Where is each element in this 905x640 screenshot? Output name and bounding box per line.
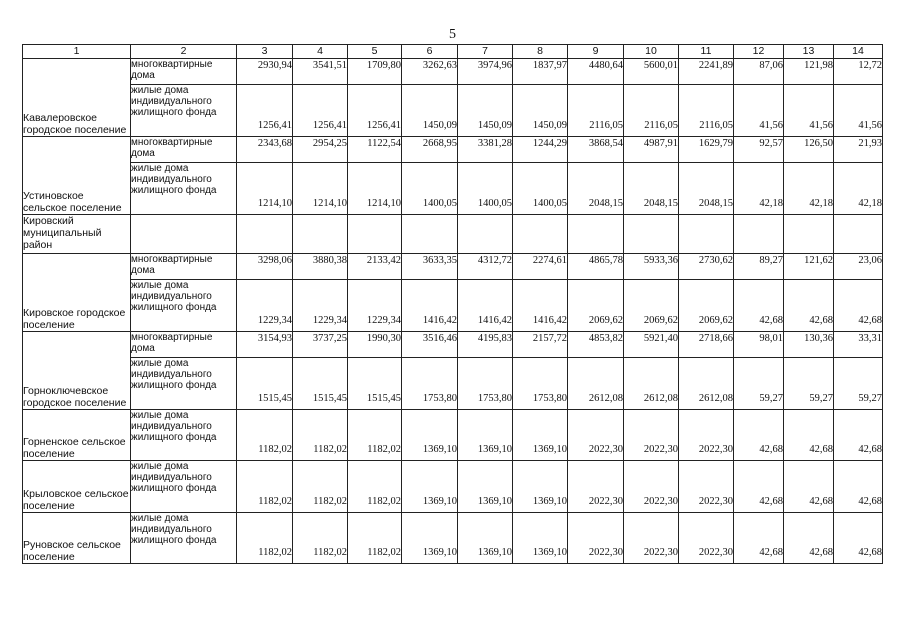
- table-body: [23, 59, 883, 564]
- value-cell: 1450,09: [458, 85, 513, 137]
- column-header: 14: [834, 45, 883, 59]
- table-row: [23, 137, 883, 163]
- housing-type: жилые дома индивидуального жилищного фонда: [131, 410, 237, 461]
- value-cell: 126,50: [784, 137, 834, 163]
- value-cell: 2022,30: [679, 461, 734, 513]
- value-cell: 2022,30: [679, 513, 734, 564]
- table-row: [23, 461, 883, 513]
- column-header: 8: [513, 45, 568, 59]
- value-cell: 1369,10: [513, 461, 568, 513]
- value-cell: 41,56: [784, 85, 834, 137]
- column-header: 11: [679, 45, 734, 59]
- value-cell: 42,68: [734, 461, 784, 513]
- value-cell: 2730,62: [679, 254, 734, 280]
- housing-type: жилые дома индивидуального жилищного фонда: [131, 513, 237, 564]
- value-cell: 1450,09: [513, 85, 568, 137]
- value-cell: 1369,10: [458, 461, 513, 513]
- value-cell: 2022,30: [568, 461, 624, 513]
- value-cell: 2069,62: [568, 280, 624, 332]
- value-cell: 3516,46: [402, 332, 458, 358]
- value-cell: [348, 215, 402, 254]
- housing-type: [131, 215, 237, 254]
- value-cell: 1753,80: [402, 358, 458, 410]
- value-cell: 2612,08: [679, 358, 734, 410]
- settlement-name: Крыловское сельское поселение: [23, 461, 131, 513]
- value-cell: 4312,72: [458, 254, 513, 280]
- value-cell: 5921,40: [624, 332, 679, 358]
- value-cell: 1629,79: [679, 137, 734, 163]
- value-cell: 2022,30: [568, 513, 624, 564]
- value-cell: 4480,64: [568, 59, 624, 85]
- value-cell: 2048,15: [624, 163, 679, 215]
- value-cell: 1515,45: [348, 358, 402, 410]
- value-cell: 87,06: [734, 59, 784, 85]
- value-cell: 1369,10: [513, 513, 568, 564]
- value-cell: 1416,42: [402, 280, 458, 332]
- value-cell: 42,68: [734, 513, 784, 564]
- value-cell: 2022,30: [624, 410, 679, 461]
- value-cell: 1182,02: [293, 410, 348, 461]
- value-cell: 1182,02: [348, 410, 402, 461]
- value-cell: 3633,35: [402, 254, 458, 280]
- column-header: 4: [293, 45, 348, 59]
- housing-type: многоквартирные дома: [131, 254, 237, 280]
- value-cell: 3298,06: [237, 254, 293, 280]
- value-cell: [458, 215, 513, 254]
- value-cell: 42,18: [834, 163, 883, 215]
- value-cell: 2718,66: [679, 332, 734, 358]
- value-cell: 41,56: [734, 85, 784, 137]
- value-cell: 1753,80: [458, 358, 513, 410]
- value-cell: 1369,10: [402, 513, 458, 564]
- value-cell: 4865,78: [568, 254, 624, 280]
- value-cell: 3974,96: [458, 59, 513, 85]
- value-cell: 2157,72: [513, 332, 568, 358]
- value-cell: 42,68: [734, 280, 784, 332]
- value-cell: 1214,10: [348, 163, 402, 215]
- value-cell: 1229,34: [348, 280, 402, 332]
- value-cell: 2048,15: [568, 163, 624, 215]
- value-cell: 1182,02: [237, 461, 293, 513]
- value-cell: 1400,05: [513, 163, 568, 215]
- housing-type: жилые дома индивидуального жилищного фонда: [131, 163, 237, 215]
- value-cell: 1400,05: [402, 163, 458, 215]
- table-row: [23, 280, 883, 332]
- value-cell: [293, 215, 348, 254]
- value-cell: 1214,10: [237, 163, 293, 215]
- column-header: 2: [131, 45, 237, 59]
- housing-type: многоквартирные дома: [131, 332, 237, 358]
- value-cell: 1369,10: [513, 410, 568, 461]
- value-cell: [679, 215, 734, 254]
- housing-type: жилые дома индивидуального жилищного фонда: [131, 358, 237, 410]
- value-cell: 1256,41: [293, 85, 348, 137]
- value-cell: 1990,30: [348, 332, 402, 358]
- value-cell: [402, 215, 458, 254]
- value-cell: 4853,82: [568, 332, 624, 358]
- value-cell: 1182,02: [237, 410, 293, 461]
- value-cell: 42,68: [834, 280, 883, 332]
- value-cell: 4195,83: [458, 332, 513, 358]
- value-cell: 42,68: [734, 410, 784, 461]
- value-cell: 2048,15: [679, 163, 734, 215]
- value-cell: 1753,80: [513, 358, 568, 410]
- value-cell: [513, 215, 568, 254]
- table-row: [23, 163, 883, 215]
- value-cell: 2274,61: [513, 254, 568, 280]
- value-cell: 42,68: [834, 461, 883, 513]
- column-header: 7: [458, 45, 513, 59]
- value-cell: [734, 215, 784, 254]
- value-cell: 2022,30: [624, 461, 679, 513]
- column-header: 10: [624, 45, 679, 59]
- value-cell: 1182,02: [293, 513, 348, 564]
- value-cell: 1182,02: [348, 513, 402, 564]
- value-cell: 2343,68: [237, 137, 293, 163]
- value-cell: 2668,95: [402, 137, 458, 163]
- value-cell: 2116,05: [568, 85, 624, 137]
- value-cell: 5600,01: [624, 59, 679, 85]
- value-cell: 1214,10: [293, 163, 348, 215]
- housing-type: жилые дома индивидуального жилищного фонда: [131, 85, 237, 137]
- value-cell: 1709,80: [348, 59, 402, 85]
- value-cell: 59,27: [784, 358, 834, 410]
- value-cell: [568, 215, 624, 254]
- table-row: [23, 215, 883, 254]
- value-cell: 2116,05: [679, 85, 734, 137]
- table-row: [23, 85, 883, 137]
- value-cell: 1369,10: [402, 410, 458, 461]
- value-cell: 1182,02: [348, 461, 402, 513]
- value-cell: [237, 215, 293, 254]
- table-row: [23, 332, 883, 358]
- value-cell: 1122,54: [348, 137, 402, 163]
- value-cell: 2069,62: [679, 280, 734, 332]
- value-cell: 2133,42: [348, 254, 402, 280]
- value-cell: 2954,25: [293, 137, 348, 163]
- value-cell: 3737,25: [293, 332, 348, 358]
- value-cell: 1515,45: [293, 358, 348, 410]
- value-cell: 1369,10: [458, 410, 513, 461]
- value-cell: 1256,41: [237, 85, 293, 137]
- value-cell: [784, 215, 834, 254]
- value-cell: 42,68: [834, 410, 883, 461]
- value-cell: 1515,45: [237, 358, 293, 410]
- column-header: 6: [402, 45, 458, 59]
- value-cell: 1369,10: [458, 513, 513, 564]
- column-header: 5: [348, 45, 402, 59]
- value-cell: 89,27: [734, 254, 784, 280]
- settlement-name: Кавалеровское городское поселение: [23, 59, 131, 137]
- settlement-name: Кировский муниципальный район: [23, 215, 131, 254]
- value-cell: 1229,34: [293, 280, 348, 332]
- table-row: [23, 513, 883, 564]
- value-cell: 59,27: [834, 358, 883, 410]
- value-cell: 1416,42: [513, 280, 568, 332]
- value-cell: 3868,54: [568, 137, 624, 163]
- value-cell: 2241,89: [679, 59, 734, 85]
- value-cell: 1369,10: [402, 461, 458, 513]
- housing-type: жилые дома индивидуального жилищного фонда: [131, 280, 237, 332]
- value-cell: 23,06: [834, 254, 883, 280]
- value-cell: 42,68: [784, 410, 834, 461]
- value-cell: 121,98: [784, 59, 834, 85]
- value-cell: 1450,09: [402, 85, 458, 137]
- value-cell: 42,68: [784, 461, 834, 513]
- value-cell: 42,68: [834, 513, 883, 564]
- settlement-name: Устиновское сельское поселение: [23, 137, 131, 215]
- column-header: 9: [568, 45, 624, 59]
- value-cell: 3880,38: [293, 254, 348, 280]
- settlement-name: Горноключевское городское поселение: [23, 332, 131, 410]
- value-cell: 2612,08: [568, 358, 624, 410]
- table-row: [23, 59, 883, 85]
- column-header: 3: [237, 45, 293, 59]
- value-cell: 12,72: [834, 59, 883, 85]
- value-cell: 92,57: [734, 137, 784, 163]
- value-cell: 98,01: [734, 332, 784, 358]
- value-cell: 3541,51: [293, 59, 348, 85]
- header-row: [23, 45, 883, 59]
- table-row: [23, 358, 883, 410]
- value-cell: 130,36: [784, 332, 834, 358]
- value-cell: 42,68: [784, 280, 834, 332]
- table-row: [23, 254, 883, 280]
- value-cell: 2612,08: [624, 358, 679, 410]
- value-cell: 41,56: [834, 85, 883, 137]
- value-cell: 2022,30: [679, 410, 734, 461]
- value-cell: 5933,36: [624, 254, 679, 280]
- value-cell: 59,27: [734, 358, 784, 410]
- column-header: 13: [784, 45, 834, 59]
- value-cell: 3262,63: [402, 59, 458, 85]
- value-cell: 1182,02: [293, 461, 348, 513]
- page-number: 5: [449, 27, 456, 42]
- column-header: 12: [734, 45, 784, 59]
- value-cell: 42,18: [734, 163, 784, 215]
- value-cell: 1416,42: [458, 280, 513, 332]
- housing-type: многоквартирные дома: [131, 137, 237, 163]
- housing-type: жилые дома индивидуального жилищного фонда: [131, 461, 237, 513]
- settlement-name: Кировское городское поселение: [23, 254, 131, 332]
- settlement-name: Горненское сельское поселение: [23, 410, 131, 461]
- value-cell: 2069,62: [624, 280, 679, 332]
- settlement-name: Руновское сельское поселение: [23, 513, 131, 564]
- value-cell: [624, 215, 679, 254]
- column-header: 1: [23, 45, 131, 59]
- value-cell: 1837,97: [513, 59, 568, 85]
- tariff-table: [22, 44, 883, 564]
- value-cell: 42,18: [784, 163, 834, 215]
- value-cell: [834, 215, 883, 254]
- value-cell: 42,68: [784, 513, 834, 564]
- value-cell: 2022,30: [624, 513, 679, 564]
- value-cell: 33,31: [834, 332, 883, 358]
- value-cell: 3381,28: [458, 137, 513, 163]
- value-cell: 1229,34: [237, 280, 293, 332]
- value-cell: 4987,91: [624, 137, 679, 163]
- housing-type: многоквартирные дома: [131, 59, 237, 85]
- table-row: [23, 410, 883, 461]
- value-cell: 121,62: [784, 254, 834, 280]
- value-cell: 1182,02: [237, 513, 293, 564]
- value-cell: 1256,41: [348, 85, 402, 137]
- value-cell: 3154,93: [237, 332, 293, 358]
- value-cell: 2930,94: [237, 59, 293, 85]
- value-cell: 1400,05: [458, 163, 513, 215]
- value-cell: 21,93: [834, 137, 883, 163]
- value-cell: 2116,05: [624, 85, 679, 137]
- value-cell: 2022,30: [568, 410, 624, 461]
- value-cell: 1244,29: [513, 137, 568, 163]
